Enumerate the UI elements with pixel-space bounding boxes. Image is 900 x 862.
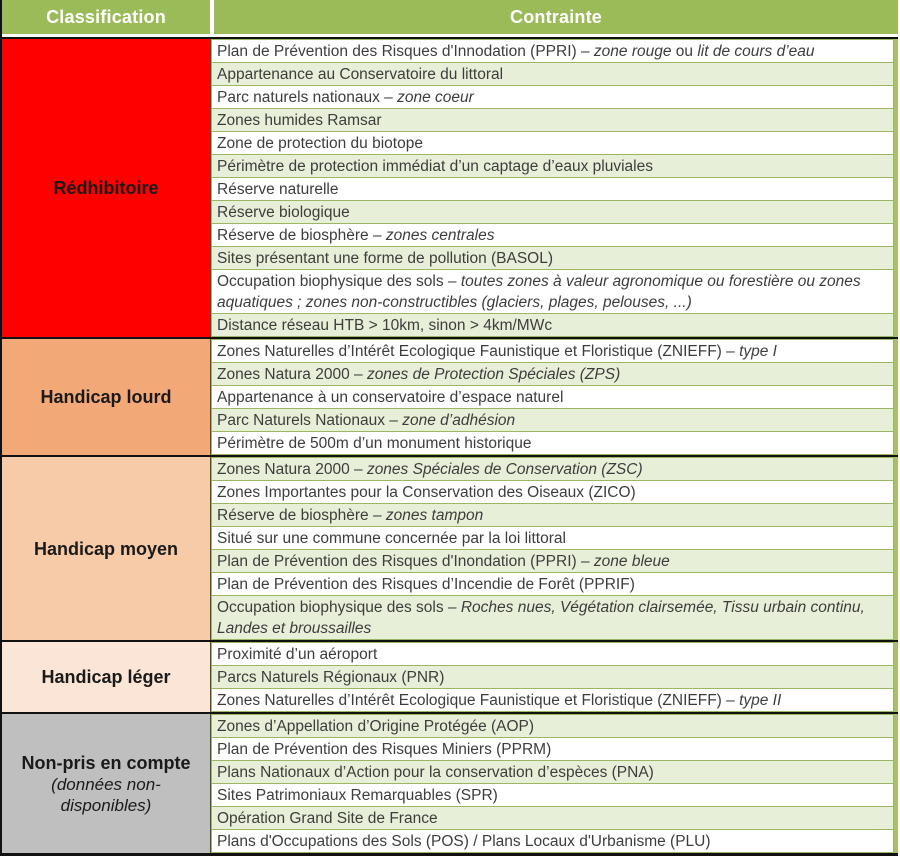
constraint-text: Occupation biophysique des sols –: [217, 273, 461, 290]
section-handicap-leger: [2, 640, 898, 712]
constraint-text: Occupation biophysique des sols –: [217, 599, 461, 616]
constraint-text: Parc naturels nationaux –: [217, 89, 398, 106]
constraint-rows: [211, 39, 898, 337]
constraint-row: [211, 39, 894, 62]
constraint-rows: [211, 642, 898, 712]
constraint-row: [211, 642, 894, 665]
classification-cell-redhibitoire: [2, 39, 211, 337]
constraint-row: [211, 313, 894, 337]
section-non-pris-en-compte: [2, 712, 898, 856]
constraint-row: [211, 408, 894, 431]
header-contrainte: Contrainte: [214, 0, 898, 34]
constraint-text: Zones humides Ramsar: [217, 112, 382, 129]
constraint-row: [211, 526, 894, 549]
constraint-text: Parcs Naturels Régionaux (PNR): [217, 669, 445, 686]
constraint-text: Réserve naturelle: [217, 181, 339, 198]
constraint-text-italic: Roches nues, Végétation clairsemée, Tissu urbain continu, Landes et broussailles: [217, 599, 865, 637]
constraint-row: [211, 362, 894, 385]
constraint-text: Distance réseau HTB > 10km, sinon > 4km/MWc: [217, 317, 553, 334]
constraint-text: ou: [671, 43, 698, 60]
constraint-text-italic: type II: [739, 692, 782, 709]
classification-label: Handicap léger: [41, 667, 171, 687]
constraint-text: Zones Naturelles d’Intérêt Ecologique Faunistique et Floristique (ZNIEFF) –: [217, 343, 740, 360]
constraint-text-italic: zones de Protection Spéciales (ZPS): [366, 366, 621, 383]
constraint-row: [211, 131, 894, 154]
constraint-row: [211, 783, 894, 806]
constraint-row: [211, 85, 894, 108]
section-handicap-moyen: [2, 455, 898, 640]
constraint-text: Réserve de biosphère –: [217, 507, 386, 524]
classification-cell-handicap-moyen: [2, 457, 211, 640]
constraint-row: [211, 269, 894, 313]
header-classification: Classification: [2, 0, 210, 34]
section-handicap-lourd: [2, 337, 898, 455]
constraint-row: [211, 457, 894, 480]
constraint-text: Proximité d’un aéroport: [217, 646, 378, 663]
constraint-text: Sites présentant une forme de pollution (BASOL): [217, 250, 554, 267]
constraint-text-italic: zone bleue: [593, 553, 670, 570]
section-redhibitoire: [2, 37, 898, 337]
constraint-text: Appartenance au Conservatoire du littoral: [217, 66, 504, 83]
constraint-text: Zones Importantes pour la Conservation des Oiseaux (ZICO): [217, 484, 636, 501]
constraint-row: [211, 223, 894, 246]
constraint-row: [211, 760, 894, 783]
constraint-text-italic: zone d’adhésion: [402, 412, 516, 429]
constraint-text: Appartenance à un conservatoire d’espace naturel: [217, 389, 564, 406]
classification-cell-handicap-lourd: [2, 339, 211, 455]
table-header: [2, 0, 898, 34]
constraint-rows: [211, 457, 898, 640]
constraint-row: [211, 154, 894, 177]
constraint-text: Zone de protection du biotope: [217, 135, 423, 152]
constraint-text-italic: zones Spéciales de Conservation (ZSC): [366, 461, 643, 478]
constraint-text: Sites Patrimoniaux Remarquables (SPR): [217, 787, 498, 804]
constraint-row: [211, 62, 894, 85]
constraint-text-italic: zone coeur: [397, 89, 474, 106]
classification-cell-non-pris-en-compte: [2, 714, 211, 853]
constraint-text: Plans d'Occupations des Sols (POS) / Plans Locaux d'Urbanisme (PLU): [217, 833, 711, 850]
constraint-rows: [211, 339, 898, 455]
constraint-text: Zones Natura 2000 –: [217, 366, 367, 383]
constraint-row: [211, 339, 894, 362]
constraint-row: [211, 431, 894, 455]
constraint-row: [211, 688, 894, 712]
classification-label: Rédhibitoire: [53, 178, 159, 198]
constraint-row: [211, 714, 894, 737]
constraint-row: [211, 549, 894, 572]
constraint-text: Opération Grand Site de France: [217, 810, 438, 827]
constraint-text-italic: zones tampon: [385, 507, 484, 524]
constraint-text: Plan de Prévention des Risques Miniers (PPRM): [217, 741, 552, 758]
classification-label-note: (données non-disponibles): [51, 774, 161, 815]
constraint-text: Parc Naturels Nationaux –: [217, 412, 403, 429]
constraint-row: [211, 108, 894, 131]
table-body: [2, 37, 898, 856]
constraint-text-italic: type I: [739, 343, 777, 360]
classification-label: Handicap lourd: [40, 387, 172, 407]
constraint-text: Périmètre de protection immédiat d’un captage d’eaux pluviales: [217, 158, 653, 175]
constraint-text-italic: lit de cours d’eau: [697, 43, 815, 60]
constraint-row: [211, 385, 894, 408]
constraint-row: [211, 829, 894, 853]
constraint-row: [211, 595, 894, 640]
constraint-rows: [211, 714, 898, 853]
constraint-text: Plan de Prévention des Risques d’Incendie de Forêt (PPRIF): [217, 576, 635, 593]
constraint-text: Plan de Prévention des Risques d'Inondation (PPRI) –: [217, 553, 594, 570]
constraint-text: Réserve biologique: [217, 204, 350, 221]
constraint-row: [211, 737, 894, 760]
constraint-row: [211, 665, 894, 688]
classification-label: Non-pris en compte: [21, 752, 191, 773]
constraint-text: Zones Natura 2000 –: [217, 461, 367, 478]
constraint-row: [211, 480, 894, 503]
constraint-row: [211, 572, 894, 595]
constraint-text: Périmètre de 500m d’un monument historique: [217, 435, 532, 452]
classification-label: Handicap moyen: [33, 538, 179, 559]
constraint-row: [211, 177, 894, 200]
constraint-text: Plans Nationaux d’Action pour la conservation d’espèces (PNA): [217, 764, 654, 781]
constraint-row: [211, 246, 894, 269]
classification-cell-handicap-leger: [2, 642, 211, 712]
constraint-text: Zones d’Appellation d’Origine Protégée (AOP): [217, 718, 535, 735]
constraint-text: Zones Naturelles d’Intérêt Ecologique Faunistique et Floristique (ZNIEFF) –: [217, 692, 740, 709]
constraint-text: Situé sur une commune concernée par la loi littoral: [217, 530, 566, 547]
constraint-text: Réserve de biosphère –: [217, 227, 386, 244]
constraint-text-italic: zone rouge: [593, 43, 672, 60]
constraint-text-italic: toutes zones à valeur agronomique ou forestière ou zones aquatiques ; zones non-constructibles (glaciers, plages, pelouses, ...): [217, 273, 861, 311]
constraint-row: [211, 806, 894, 829]
constraint-text-italic: zones centrales: [385, 227, 495, 244]
constraint-row: [211, 503, 894, 526]
constraint-text: Plan de Prévention des Risques d'Innodation (PPRI) –: [217, 43, 594, 60]
constraint-row: [211, 200, 894, 223]
